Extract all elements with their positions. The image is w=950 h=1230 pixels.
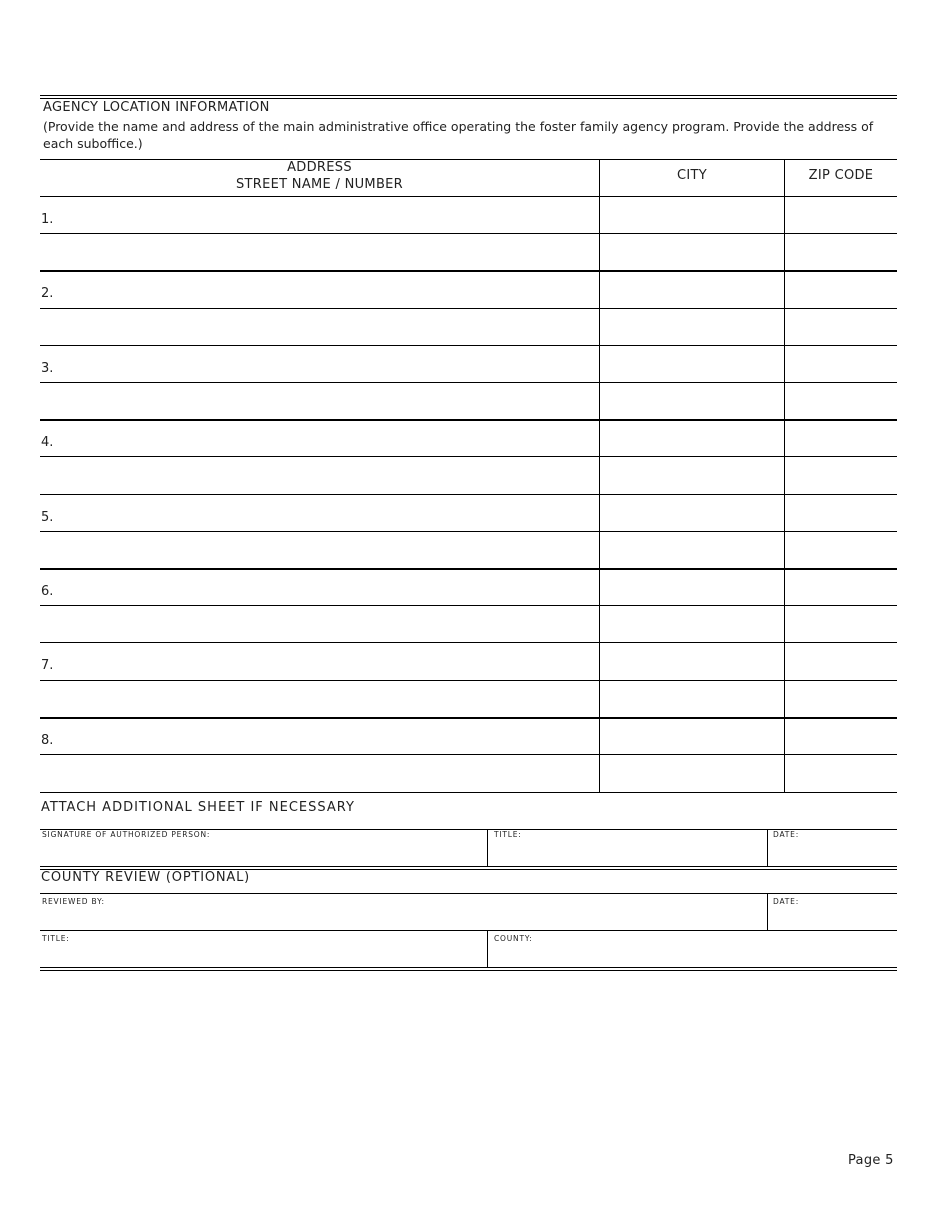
top-rule-2 bbox=[40, 98, 897, 99]
county-date-label: DATE: bbox=[773, 897, 800, 906]
zip-field[interactable] bbox=[786, 569, 896, 641]
zip-field[interactable] bbox=[786, 718, 896, 790]
address-header-line1: ADDRESS bbox=[287, 160, 352, 175]
zip-column-header: ZIP CODE bbox=[808, 168, 874, 183]
page-number: Page 5 bbox=[848, 1153, 894, 1168]
county-top-rule-1 bbox=[40, 866, 897, 867]
address-column-header bbox=[40, 159, 599, 193]
instructions: (Provide the name and address of the main administrative office operating the foster family agency program. Provide the address of each suboffice.) bbox=[43, 119, 874, 151]
table-bottom-rule bbox=[40, 792, 897, 793]
bottom-rule-1 bbox=[40, 967, 897, 968]
row-number: 6. bbox=[41, 584, 54, 599]
row-number: 1. bbox=[41, 212, 54, 227]
row-number: 8. bbox=[41, 733, 54, 748]
address-field[interactable] bbox=[58, 495, 598, 567]
zip-field[interactable] bbox=[786, 495, 896, 567]
city-field[interactable] bbox=[601, 197, 783, 269]
signature-date-field[interactable] bbox=[769, 840, 896, 865]
signature-field[interactable] bbox=[41, 840, 485, 865]
address-field[interactable] bbox=[58, 346, 598, 418]
row-number: 3. bbox=[41, 361, 54, 376]
address-field[interactable] bbox=[58, 643, 598, 715]
city-field[interactable] bbox=[601, 643, 783, 715]
zip-field[interactable] bbox=[786, 346, 896, 418]
city-field[interactable] bbox=[601, 346, 783, 418]
reviewed-by-top-rule bbox=[40, 893, 897, 894]
reviewed-by-field[interactable] bbox=[41, 906, 765, 929]
section-title: AGENCY LOCATION INFORMATION bbox=[43, 100, 270, 115]
county-review-title: COUNTY REVIEW (OPTIONAL) bbox=[41, 870, 251, 885]
city-field[interactable] bbox=[601, 569, 783, 641]
signature-divider-1 bbox=[487, 829, 488, 866]
title-row-top-rule bbox=[40, 930, 897, 931]
signature-divider-2 bbox=[767, 829, 768, 866]
reviewed-by-label: REVIEWED BY: bbox=[42, 897, 105, 906]
city-field[interactable] bbox=[601, 420, 783, 492]
signature-title-label: TITLE: bbox=[494, 830, 522, 839]
address-field[interactable] bbox=[58, 569, 598, 641]
county-field[interactable] bbox=[489, 943, 896, 966]
city-field[interactable] bbox=[601, 271, 783, 343]
address-field[interactable] bbox=[58, 718, 598, 790]
address-field[interactable] bbox=[58, 420, 598, 492]
attach-note: ATTACH ADDITIONAL SHEET IF NECESSARY bbox=[41, 800, 355, 815]
signature-label: SIGNATURE OF AUTHORIZED PERSON: bbox=[42, 830, 211, 839]
top-rule-1 bbox=[40, 95, 897, 96]
zip-field[interactable] bbox=[786, 420, 896, 492]
city-field[interactable] bbox=[601, 495, 783, 567]
zip-field[interactable] bbox=[786, 271, 896, 343]
row-number: 7. bbox=[41, 658, 54, 673]
row-number: 5. bbox=[41, 510, 54, 525]
county-title-label: TITLE: bbox=[42, 934, 70, 943]
county-date-field[interactable] bbox=[769, 906, 896, 929]
address-header-line2: STREET NAME / NUMBER bbox=[235, 177, 404, 192]
city-field[interactable] bbox=[601, 718, 783, 790]
signature-title-field[interactable] bbox=[489, 840, 765, 865]
city-column-divider bbox=[599, 159, 600, 793]
zip-field[interactable] bbox=[786, 643, 896, 715]
address-field[interactable] bbox=[58, 197, 598, 269]
city-column-header: CITY bbox=[677, 168, 707, 183]
county-label: COUNTY: bbox=[494, 934, 533, 943]
zip-field[interactable] bbox=[786, 197, 896, 269]
title-county-divider bbox=[487, 930, 488, 967]
bottom-rule-2 bbox=[40, 970, 897, 971]
signature-date-label: DATE: bbox=[773, 830, 800, 839]
row-number: 4. bbox=[41, 435, 54, 450]
address-field[interactable] bbox=[58, 271, 598, 343]
zip-column-divider bbox=[784, 159, 785, 793]
reviewed-by-divider bbox=[767, 893, 768, 930]
row-number: 2. bbox=[41, 286, 54, 301]
county-title-field[interactable] bbox=[41, 943, 485, 966]
